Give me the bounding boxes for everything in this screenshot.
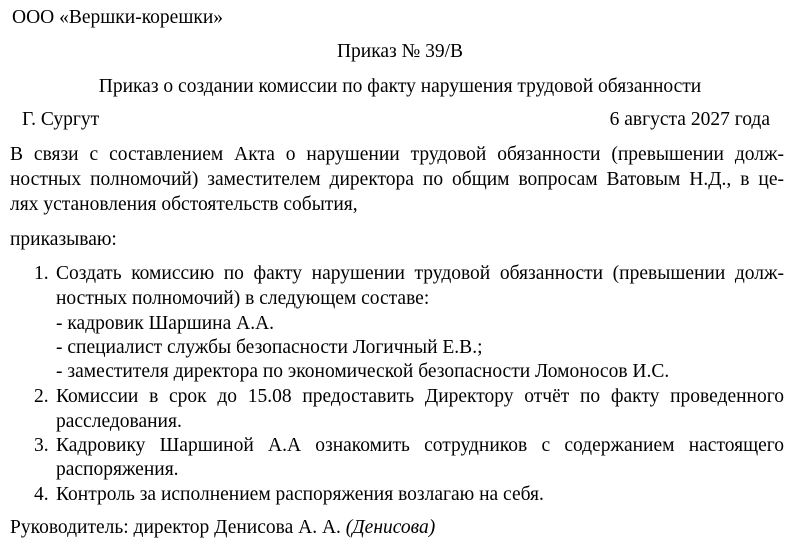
signature-line — [10, 516, 435, 540]
list-item-number: 2. — [34, 386, 49, 407]
commission-member: - специалист службы безопасности Логичный Е.В.; — [56, 337, 483, 358]
signature-label: Руководитель: директор Денисова А. А. — [10, 517, 341, 538]
commission-member: - заместителя директора по экономической безопасности Ломоносов И.С. — [56, 361, 670, 382]
signature-handwritten: (Денисова) — [345, 517, 436, 538]
order-title: Приказ о создании комиссии по факту нарушения трудовой обязанности — [98, 76, 702, 97]
preamble-line: ностных полномочий) заместителем директора по общим вопросам Ватовым Н.Д., в це- — [10, 169, 784, 190]
preamble-line: лях установления обстоятельств события, — [10, 194, 358, 215]
list-item-text: расследования. — [56, 411, 182, 432]
list-item-text: Создать комиссию по факту нарушении трудовой обязанности (превышении долж- — [56, 263, 784, 284]
commission-member: - кадровик Шаршина А.А. — [56, 313, 275, 334]
list-item-number: 4. — [34, 484, 49, 505]
order-number: Приказ № 39/В — [336, 41, 464, 62]
list-item-text: Контроль за исполнением распоряжения возлагаю на себя. — [56, 484, 544, 505]
list-item-number: 1. — [34, 263, 49, 284]
organization-name: ООО «Вершки-корешки» — [12, 7, 224, 28]
order-date: 6 августа 2027 года — [609, 109, 770, 130]
list-item-number: 3. — [34, 435, 49, 456]
order-word: приказываю: — [10, 229, 117, 250]
list-item-text: Комиссии в срок до 15.08 предоставить Директору отчёт по факту проведенного — [56, 386, 784, 407]
list-item-text: Кадровику Шаршиной А.А ознакомить сотрудников с содержанием настоящего — [56, 435, 784, 456]
list-item-text: распоряжения. — [56, 459, 179, 480]
preamble-line: В связи с составлением Акта о нарушении трудовой обязанности (превышении долж- — [10, 144, 784, 165]
list-item-text: ностных полномочий) в следующем составе: — [56, 288, 430, 309]
order-city: Г. Сургут — [22, 109, 100, 130]
